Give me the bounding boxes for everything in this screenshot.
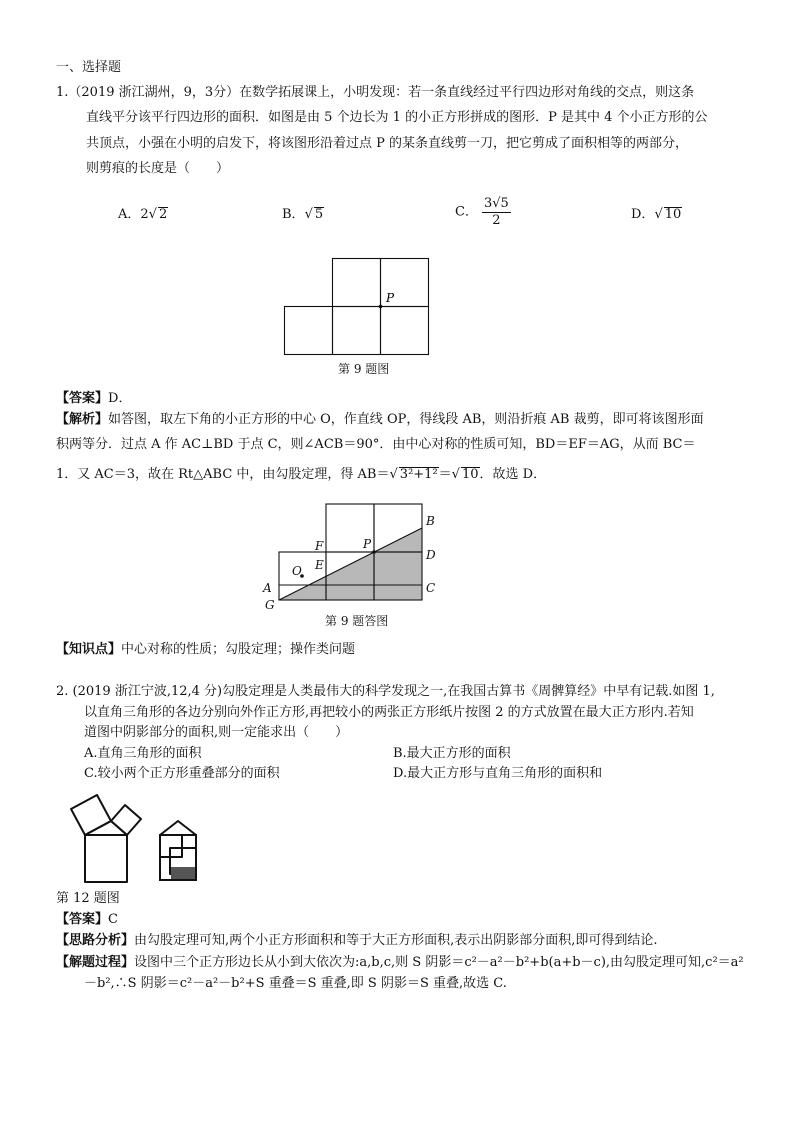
label-b: B [426, 514, 435, 528]
process-text-1: 设图中三个正方形边长从小到大依次为:a,b,c,则 S 阴影＝c²－a²－b²+b(a+b－c),由勾股定理可知,c²＝a² [134, 955, 744, 970]
q1-option-b-label: B． [282, 207, 305, 222]
q2-line-3: 道图中阴影部分的面积,则一定能求出（ ） [84, 725, 349, 740]
knowledge-text: 中心对称的性质；勾股定理；操作类问题 [121, 642, 356, 657]
label-p: P [363, 537, 372, 551]
answer-tag: 【答案】 [56, 912, 109, 927]
q1-option-a [118, 206, 168, 224]
q2-line-2: 以直角三角形的各边分别向外作正方形,再把较小的两张正方形纸片按图 2 的方式放置在最大正方形内.若知 [84, 705, 694, 720]
q2-line-1: 2. (2019 浙江宁波,12,4 分)勾股定理是人类最伟大的科学发现之一,在我国古算书《周髀算经》中早有记载.如图 1, [56, 684, 715, 699]
q1-option-b [282, 206, 324, 224]
q1-analysis-2: 积两等分．过点 A 作 AC⊥BD 于点 C，则∠ACB＝90°．由中心对称的性质可知，BD＝EF＝AG，从而 BC＝ [56, 437, 696, 452]
fig1-square-left [71, 795, 111, 835]
q2-process-2: －b²,∴S 阴影＝c²－a²－b²+S 重叠＝S 重叠,即 S 阴影＝S 重叠,故选 C. [84, 976, 507, 991]
label-p: P [386, 291, 395, 305]
q2-process-1 [56, 954, 744, 972]
q1-knowledge [56, 641, 355, 659]
q1-line-1: 1.（2019 浙江湖州，9，3分）在数学拓展课上，小明发现：若一条直线经过平行四边形对角线的交点，则这条 [56, 85, 695, 100]
q1-analysis-1 [56, 411, 704, 429]
equals: ＝ [438, 467, 452, 482]
square-bottom-middle [333, 307, 381, 355]
answer-tag: 【答案】 [56, 391, 109, 406]
q1-line-4: 则剪痕的长度是（ ） [86, 161, 230, 176]
label-o: O [292, 564, 302, 578]
q1-line-3: 共顶点，小强在小明的启发下，将该图形沿着过点 P 的某条直线剪一刀，把它剪成了面积相等的两部分， [86, 136, 689, 151]
q2-figure-caption: 第 12 题图 [56, 891, 120, 906]
fig2-shaded-area [171, 867, 195, 879]
analysis-tag: 【解析】 [56, 412, 109, 427]
q1-answer-figure [258, 503, 448, 615]
knowledge-tag: 【知识点】 [56, 642, 122, 657]
q1-line-2: 直线平分该平行四边形的面积．如图是由 5 个边长为 1 的小正方形拼成的图形．P 是其中 4 个小正方形的公 [86, 110, 708, 125]
q1-option-c-denominator: 2 [492, 213, 501, 228]
q1-option-d [631, 206, 682, 224]
radical-sign: √ [451, 467, 460, 482]
q1-option-c-numerator: 3√5 [483, 196, 509, 211]
process-tag: 【解题过程】 [56, 955, 135, 970]
q1-answer-figure-caption: 第 9 题答图 [325, 614, 389, 628]
label-e: E [315, 558, 324, 572]
analysis-3-end: ．故选 D． [479, 467, 547, 482]
fig2-triangle [160, 821, 196, 835]
analysis-3-radicand-2: 10 [461, 467, 479, 482]
point-p [379, 305, 383, 309]
radical-sign: √ [654, 207, 663, 222]
q1-analysis-3 [56, 466, 546, 484]
label-c: C [426, 581, 436, 595]
label-d: D [426, 548, 436, 562]
q2-option-c: C.较小两个正方形重叠部分的面积 [84, 766, 280, 781]
q1-option-d-label: D． [631, 207, 655, 222]
analysis-text: 如答图，取左下角的小正方形的中心 O，作直线 OP，得线段 AB，则沿折痕 AB 裁剪，即可将该图形面 [108, 412, 704, 427]
analysis-3-text: 1．又 AC＝3，故在 Rt△ABC 中，由勾股定理，得 AB＝ [56, 467, 390, 482]
radical-sign: √ [148, 207, 157, 222]
point-p [372, 550, 376, 554]
q1-option-c [455, 196, 511, 229]
label-g: G [265, 598, 275, 612]
q1-figure [280, 255, 436, 357]
q2-option-a: A.直角三角形的面积 [84, 746, 202, 761]
q1-option-a-label: A．2 [118, 207, 149, 222]
square-top-left [333, 259, 381, 307]
q2-answer [56, 911, 118, 929]
square-bottom-right [381, 307, 429, 355]
square-bottom-left [285, 307, 333, 355]
radical-sign: √ [389, 467, 398, 482]
q1-option-d-radicand: 10 [664, 207, 682, 222]
thinking-text: 由勾股定理可知,两个小正方形面积和等于大正方形面积,表示出阴影部分面积,即可得到结论. [134, 933, 658, 948]
fig1-large-square [85, 835, 127, 882]
answer-value: C [108, 912, 118, 927]
analysis-3-radicand: 3²+1² [399, 467, 438, 482]
label-a: A [263, 581, 272, 595]
q1-answer [56, 390, 131, 408]
q2-option-d: D.最大正方形与直角三角形的面积和 [393, 766, 603, 781]
q2-option-b: B.最大正方形的面积 [393, 746, 511, 761]
q1-option-b-radicand: 5 [314, 207, 324, 222]
section-title: 一、选择题 [56, 60, 122, 75]
q1-option-a-radicand: 2 [158, 207, 168, 222]
fig1-square-right [111, 805, 141, 835]
q1-option-c-fraction [482, 196, 511, 229]
answer-value: D． [108, 391, 132, 406]
q1-option-c-label: C． [455, 204, 478, 220]
q2-figure [58, 790, 208, 886]
thinking-tag: 【思路分析】 [56, 933, 135, 948]
shaded-region-right [374, 528, 422, 600]
radical-sign: √ [304, 207, 313, 222]
q2-thinking [56, 932, 658, 950]
q1-figure-caption: 第 9 题图 [338, 362, 390, 376]
label-f: F [315, 539, 324, 553]
